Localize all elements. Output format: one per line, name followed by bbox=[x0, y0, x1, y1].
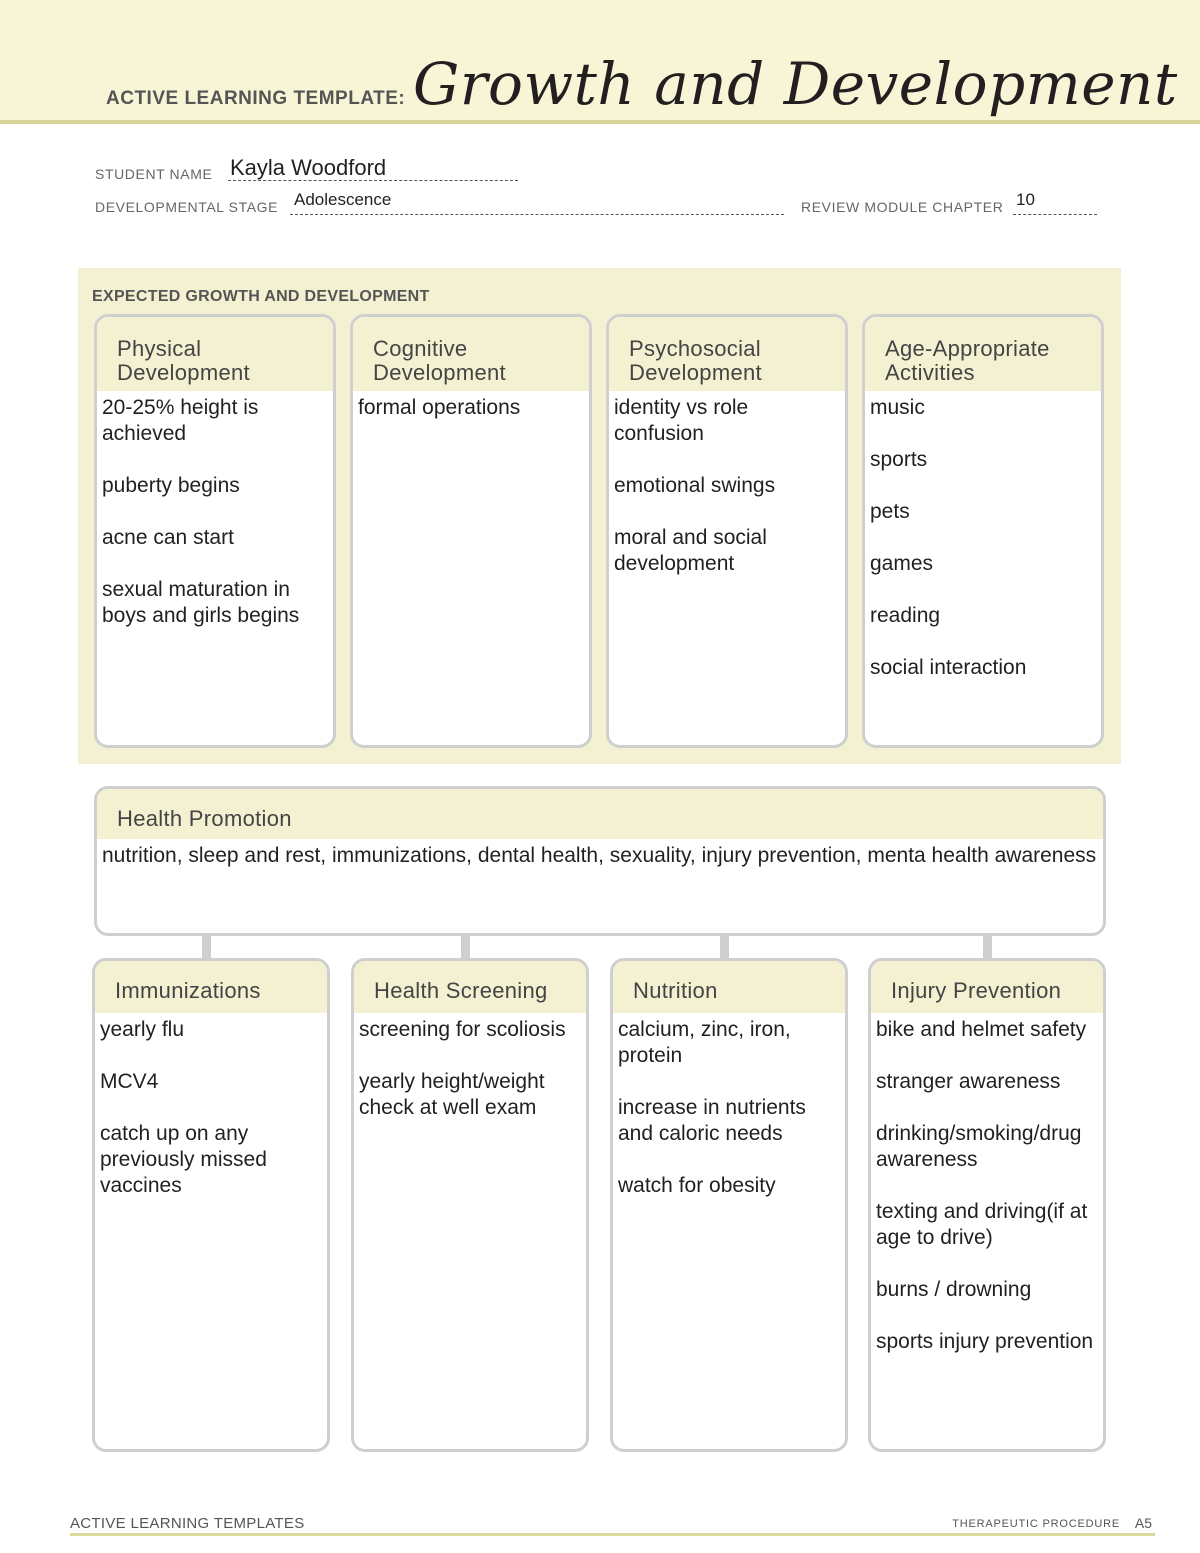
list-item: catch up on any previously missed vaccines bbox=[100, 1122, 267, 1197]
list-item: sports bbox=[870, 448, 928, 471]
nutrition-box bbox=[610, 958, 848, 1452]
connector bbox=[461, 936, 470, 960]
dev-stage-line bbox=[290, 214, 784, 215]
header-band bbox=[0, 0, 1200, 124]
list-item: yearly height/weight check at well exam bbox=[359, 1070, 545, 1119]
box-title-line: Physical bbox=[117, 336, 202, 361]
list-item: burns / drowning bbox=[876, 1278, 1032, 1301]
dev-stage-label: DEVELOPMENTAL STAGE bbox=[95, 199, 279, 215]
list-item: bike and helmet safety bbox=[876, 1018, 1087, 1041]
list-item: yearly flu bbox=[100, 1018, 185, 1041]
box-body[interactable] bbox=[871, 1013, 1103, 1385]
box-header bbox=[353, 317, 589, 391]
health-promotion-box bbox=[94, 786, 1106, 936]
box-header: Injury Prevention bbox=[871, 961, 1103, 1013]
connector bbox=[720, 936, 729, 960]
list-item: acne can start bbox=[102, 526, 234, 549]
box-header bbox=[865, 317, 1101, 391]
box-title-line: Development bbox=[629, 360, 762, 385]
expected-growth-section bbox=[78, 268, 1121, 764]
box-header: Health Screening bbox=[354, 961, 586, 1013]
box-body[interactable] bbox=[354, 1013, 586, 1151]
box-body[interactable] bbox=[353, 391, 589, 451]
box-title-line: Psychosocial bbox=[629, 336, 761, 361]
connector bbox=[202, 936, 211, 960]
box-title-line: Age-Appropriate bbox=[885, 336, 1050, 361]
list-item: music bbox=[870, 396, 925, 419]
connector bbox=[983, 936, 992, 960]
list-item: pets bbox=[870, 500, 910, 523]
list-item: moral and social development bbox=[614, 526, 767, 575]
list-item: stranger awareness bbox=[876, 1070, 1061, 1093]
page-number: A5 bbox=[1134, 1515, 1152, 1531]
psychosocial-development-box bbox=[606, 314, 848, 748]
box-body[interactable] bbox=[95, 1013, 327, 1229]
injury-prevention-box bbox=[868, 958, 1106, 1452]
box-header bbox=[97, 317, 333, 391]
box-title-line: Activities bbox=[885, 360, 975, 385]
box-body[interactable] bbox=[865, 391, 1101, 711]
footer-right-label: THERAPEUTIC PROCEDURE bbox=[952, 1518, 1120, 1530]
section-title: EXPECTED GROWTH AND DEVELOPMENT bbox=[92, 288, 430, 305]
box-body[interactable] bbox=[613, 1013, 845, 1229]
list-item: emotional swings bbox=[614, 474, 776, 497]
health-promotion-text[interactable]: nutrition, sleep and rest, immunizations, dental health, sexuality, injury prevention, menta health awareness bbox=[102, 844, 1097, 867]
box-title-line: Development bbox=[117, 360, 250, 385]
cognitive-development-box bbox=[350, 314, 592, 748]
list-item: formal operations bbox=[358, 396, 521, 419]
student-name-field[interactable]: Kayla Woodford bbox=[230, 155, 387, 180]
list-item: social interaction bbox=[870, 656, 1027, 679]
list-item: identity vs role confusion bbox=[614, 396, 749, 445]
template-label: ACTIVE LEARNING TEMPLATE: bbox=[106, 88, 406, 109]
box-body[interactable] bbox=[97, 391, 333, 659]
box-title-line: Development bbox=[373, 360, 506, 385]
box-header: Health Promotion bbox=[97, 789, 1103, 839]
student-name-label: STUDENT NAME bbox=[95, 166, 213, 182]
footer-rule bbox=[70, 1533, 1155, 1536]
box-header: Nutrition bbox=[613, 961, 845, 1013]
box-header: Immunizations bbox=[95, 961, 327, 1013]
footer-left-label: ACTIVE LEARNING TEMPLATES bbox=[70, 1515, 305, 1532]
dev-stage-field[interactable]: Adolescence bbox=[294, 190, 392, 209]
box-body[interactable] bbox=[609, 391, 845, 607]
list-item: increase in nutrients and caloric needs bbox=[618, 1096, 806, 1145]
list-item: 20-25% height is achieved bbox=[102, 396, 259, 445]
list-item: texting and driving(if at age to drive) bbox=[876, 1200, 1088, 1249]
review-chapter-label: REVIEW MODULE CHAPTER bbox=[801, 199, 1004, 215]
review-chapter-line bbox=[1013, 214, 1097, 215]
physical-development-box bbox=[94, 314, 336, 748]
list-item: reading bbox=[870, 604, 941, 627]
list-item: watch for obesity bbox=[618, 1174, 776, 1197]
immunizations-box bbox=[92, 958, 330, 1452]
list-item: screening for scoliosis bbox=[359, 1018, 566, 1041]
age-appropriate-activities-box bbox=[862, 314, 1104, 748]
list-item: calcium, zinc, iron, protein bbox=[618, 1018, 791, 1067]
list-item: games bbox=[870, 552, 934, 575]
list-item: drinking/smoking/drug awareness bbox=[876, 1122, 1082, 1171]
box-title-line: Cognitive bbox=[373, 336, 468, 361]
health-screening-box bbox=[351, 958, 589, 1452]
box-header bbox=[609, 317, 845, 391]
review-chapter-field[interactable]: 10 bbox=[1016, 190, 1035, 209]
page-title: Growth and Development bbox=[413, 50, 1178, 118]
list-item: sexual maturation in boys and girls begins bbox=[102, 578, 300, 627]
list-item: puberty begins bbox=[102, 474, 240, 497]
list-item: MCV4 bbox=[100, 1070, 159, 1093]
list-item: sports injury prevention bbox=[876, 1330, 1094, 1353]
